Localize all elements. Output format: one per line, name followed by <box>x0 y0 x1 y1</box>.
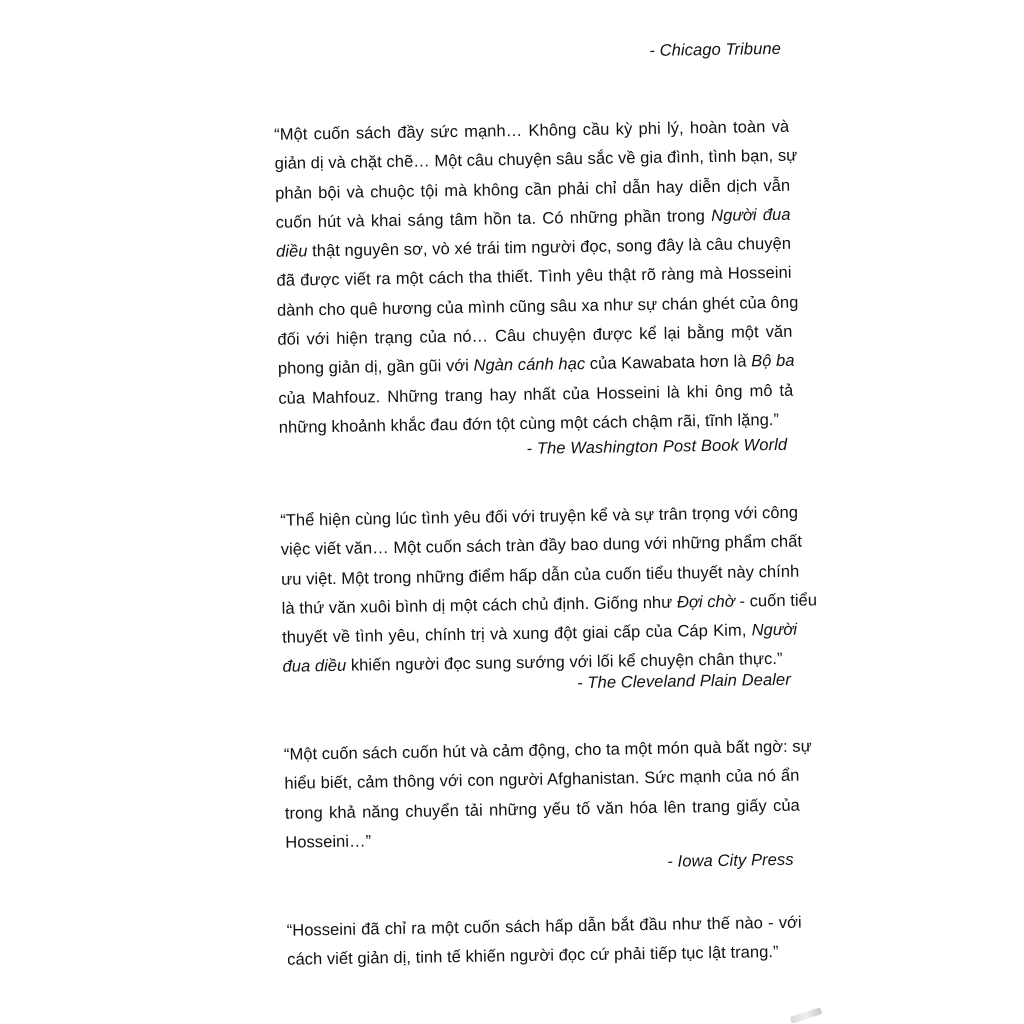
attribution-cleveland: - The Cleveland Plain Dealer <box>576 670 791 693</box>
quote-text: khiến người đọc sung sướng với lối kể chuyện chân thực.” <box>346 650 783 676</box>
quote-text: thuyết về tình yêu, chính trị và xung đột giai cấp của Cáp Kim, <box>281 621 752 647</box>
book-title-italic: đua diều <box>282 657 347 677</box>
quote-line: cách viết giản dị, tinh tế khiến người đọc cứ phải tiếp tục lật trang.” <box>287 943 779 970</box>
quote-line: giản dị và chặt chẽ… Một câu chuyện sâu sắc về gia đình, tình bạn, sự <box>274 146 798 174</box>
quote-text: phong giản dị, gần gũi với <box>277 357 474 379</box>
quote-line: hiểu biết, cảm thông với con người Afghanistan. Sức mạnh của nó ẩn <box>284 766 800 794</box>
quote-line: những khoảnh khắc đau đớn tột cùng một cách chậm rãi, tĩnh lặng.” <box>278 410 780 437</box>
quote-line: đối với hiện trạng của nó… Câu chuyện được kể lại bằng một văn <box>277 322 793 349</box>
quote-line: dành cho quê hương của mình cũng sâu xa như sự chán ghét của ông <box>276 293 799 320</box>
quote-text: - cuốn tiểu <box>734 591 818 611</box>
quote-line: việc viết văn… Một cuốn sách tràn đầy bao dung với những phẩm chất <box>280 532 803 560</box>
quote-line: “Hosseini đã chỉ ra một cuốn sách hấp dẫn bắt đầu như thế nào - với <box>286 913 802 940</box>
quote-final <box>287 909 803 976</box>
quote-line: đã được viết ra một cách tha thiết. Tình yêu thật rõ ràng mà Hosseini <box>276 264 792 291</box>
quote-iowa <box>283 733 812 858</box>
book-title-italic: Ngàn cánh hạc <box>473 355 586 376</box>
quote-line: Hosseini…” <box>285 832 372 852</box>
book-title-italic: Đợi chờ <box>676 592 735 612</box>
quote-text: thật nguyên sơ, vò xé trái tim người đọc, song đây là câu chuyện <box>307 234 792 261</box>
quote-text: của Kawabata hơn là <box>585 352 752 374</box>
attribution-washington-post: - The Washington Post Book World <box>526 435 788 458</box>
book-title-italic: Người <box>751 620 798 640</box>
quote-line: “Thể hiện cùng lúc tình yêu đối với truyện kể và sự trân trọng với công <box>280 503 799 530</box>
attribution-iowa: - Iowa City Press <box>667 850 794 871</box>
attribution-chicago-tribune: - Chicago Tribune <box>649 39 782 60</box>
quote-cleveland <box>280 499 818 683</box>
quote-line: ưu việt. Một trong những điểm hấp dẫn của cuốn tiểu thuyết này chính <box>281 562 800 589</box>
quote-line: của Mahfouz. Những trang hay nhất của Hosseini là khi ông mô tả <box>278 381 794 408</box>
quote-line: “Một cuốn sách cuốn hút và cảm động, cho ta một món quà bất ngờ: sự <box>283 737 812 764</box>
quote-line: “Một cuốn sách đầy sức mạnh… Không cầu kỳ phi lý, hoàn toàn và <box>274 117 790 144</box>
quote-text: cuốn hút và khai sáng tâm hồn ta. Có những phần trong <box>275 206 712 232</box>
quote-washington-post <box>274 113 799 443</box>
quote-text: là thứ văn xuôi bình dị một cách chủ định. Giống như <box>281 593 678 618</box>
book-title-italic: Người đua <box>711 205 791 225</box>
quote-line: trong khả năng chuyển tải những yếu tố văn hóa lên trang giấy của <box>284 796 800 823</box>
quote-line: phản bội và chuộc tội mà không cần phải chỉ dẫn hay diễn dịch vẫn <box>275 176 791 203</box>
book-title-italic: diều <box>275 242 308 261</box>
book-title-italic: Bộ ba <box>751 352 795 371</box>
